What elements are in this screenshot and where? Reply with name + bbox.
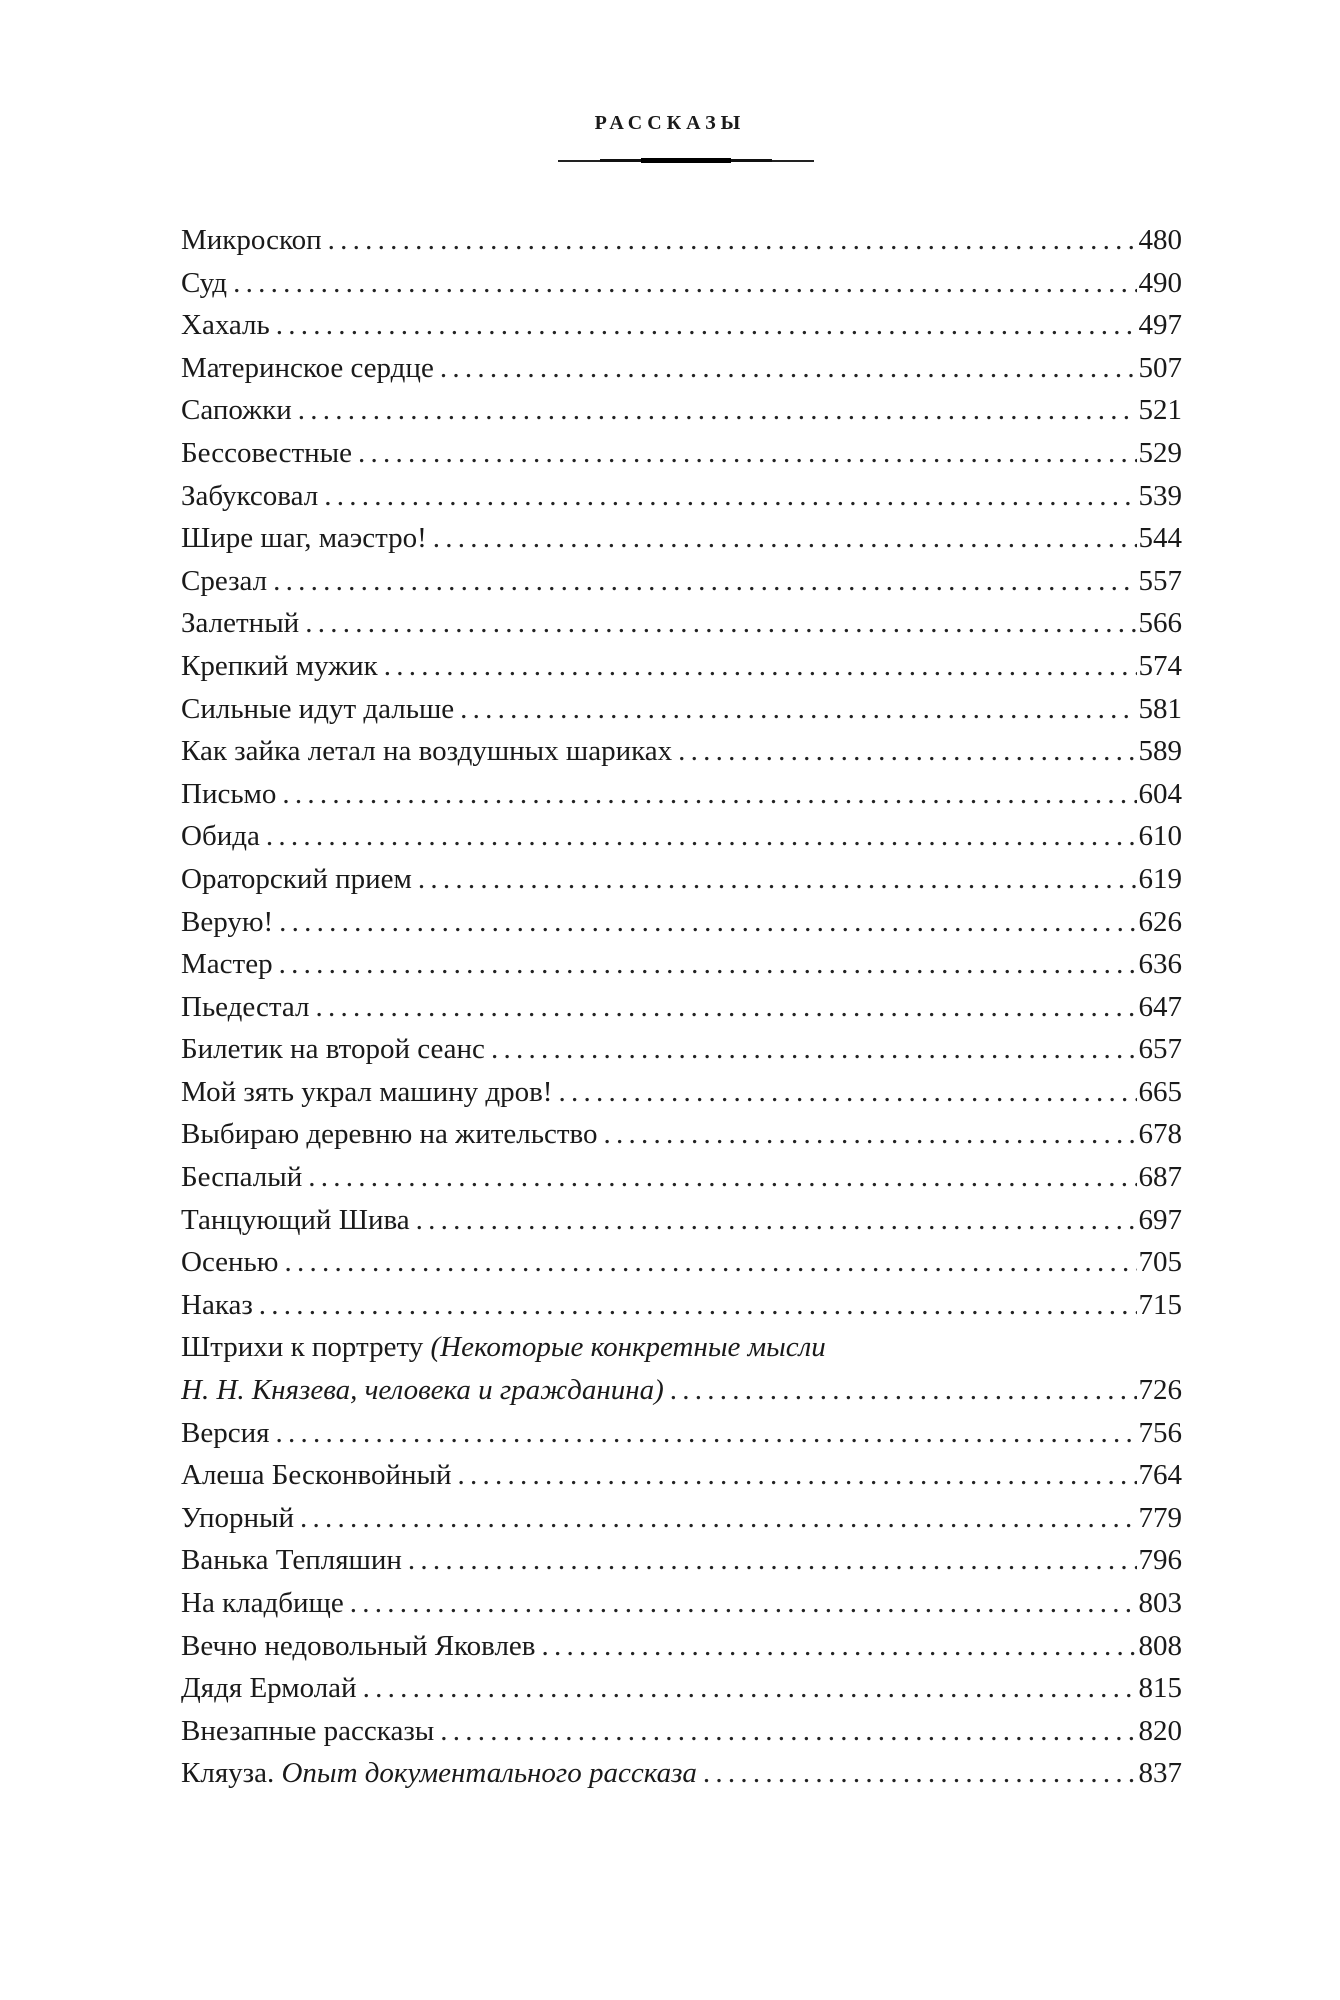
dot-leader <box>384 645 1137 688</box>
table-of-contents <box>181 219 1182 1795</box>
dot-leader <box>324 475 1136 518</box>
toc-entry-title: Шире шаг, маэстро! <box>181 522 427 555</box>
dot-leader <box>433 517 1137 560</box>
toc-entry-page: 507 <box>1138 351 1182 384</box>
dot-leader <box>305 602 1136 645</box>
dot-leader <box>308 1156 1136 1199</box>
toc-entry-page: 539 <box>1138 479 1182 512</box>
toc-entry-page: 604 <box>1138 777 1182 810</box>
toc-entry <box>181 475 1182 518</box>
toc-entry <box>181 1028 1182 1071</box>
toc-entry <box>181 1539 1182 1582</box>
dot-leader <box>259 1284 1137 1327</box>
toc-entry-title: На кладбище <box>181 1587 344 1619</box>
toc-entry-title: Письмо <box>181 777 277 810</box>
toc-entry-title: Бессовестные <box>181 436 353 469</box>
toc-entry-title: Выбираю деревню на жительство <box>181 1118 598 1151</box>
dot-leader <box>350 1582 1137 1625</box>
toc-entry-page: 544 <box>1138 522 1182 555</box>
toc-entry-title: Обида <box>181 820 260 853</box>
toc-entry-title: Микроскоп <box>181 224 322 256</box>
toc-entry-title: Сапожки <box>181 394 292 427</box>
toc-entry-page: 687 <box>1138 1161 1182 1194</box>
dot-leader <box>328 219 1137 262</box>
toc-entry <box>181 347 1182 390</box>
toc-entry <box>181 1156 1182 1199</box>
dot-leader <box>408 1539 1137 1582</box>
dot-leader <box>316 986 1137 1029</box>
toc-entry <box>181 773 1182 816</box>
dot-leader <box>233 262 1136 305</box>
dot-leader <box>276 304 1137 347</box>
toc-entry-title: Вечно недовольный Яковлев <box>181 1629 536 1662</box>
toc-entry <box>181 389 1182 432</box>
toc-entry-page: 764 <box>1138 1459 1182 1492</box>
toc-entry <box>181 943 1182 986</box>
toc-entry-page: 726 <box>1138 1374 1182 1407</box>
dot-leader <box>440 347 1137 390</box>
toc-entry-page: 678 <box>1138 1118 1182 1151</box>
toc-entry-subtitle: Опыт документального рассказа <box>281 1757 697 1790</box>
toc-entry-title: Хахаль <box>181 309 270 342</box>
toc-entry-title: Залетный <box>181 607 300 640</box>
toc-entry <box>181 1667 1182 1710</box>
toc-entry-title: Крепкий мужик <box>181 649 378 682</box>
toc-entry-page: 647 <box>1138 990 1182 1023</box>
dot-leader <box>284 1241 1136 1284</box>
toc-entry-page: 626 <box>1138 905 1182 938</box>
toc-entry <box>181 304 1182 347</box>
toc-entry-page: 815 <box>1138 1672 1182 1705</box>
toc-entry-page: 636 <box>1138 948 1182 981</box>
toc-entry-title: Дядя Ермолай <box>181 1672 357 1705</box>
toc-entry <box>181 1497 1182 1540</box>
dot-leader <box>558 1071 1136 1114</box>
toc-entry <box>181 1454 1182 1497</box>
toc-entry-page: 657 <box>1138 1033 1182 1066</box>
toc-entry-subtitle: (Некоторые конкретные мысли <box>430 1331 826 1364</box>
toc-entry-page: 574 <box>1138 649 1182 682</box>
toc-entry <box>181 815 1182 858</box>
toc-entry <box>181 1241 1182 1284</box>
toc-entry <box>181 688 1182 731</box>
toc-entry-title: Внезапные рассказы <box>181 1714 435 1747</box>
toc-entry-page: 796 <box>1138 1544 1182 1577</box>
toc-entry <box>181 986 1182 1029</box>
dot-leader <box>273 560 1136 603</box>
toc-entry <box>181 602 1182 645</box>
dot-leader <box>358 432 1136 475</box>
dot-leader <box>275 1412 1136 1455</box>
toc-entry-title: Суд <box>181 266 228 299</box>
toc-entry-title: Мой зять украл машину дров! <box>181 1075 553 1108</box>
toc-entry-multiline-line2 <box>181 1369 1182 1412</box>
toc-entry-title: Материнское сердце <box>181 351 434 384</box>
toc-entry <box>181 1412 1182 1455</box>
toc-entry-title: Верую! <box>181 905 274 938</box>
toc-entry <box>181 517 1182 560</box>
toc-entry <box>181 1284 1182 1327</box>
toc-entry-page: 610 <box>1138 820 1182 853</box>
toc-entry-title: Осенью <box>181 1246 279 1279</box>
dot-leader <box>440 1710 1136 1753</box>
toc-entry-last <box>181 1752 1182 1795</box>
toc-entry-page: 480 <box>1138 224 1182 256</box>
toc-entry <box>181 1199 1182 1242</box>
toc-entry-title: Билетик на второй сеанс <box>181 1033 485 1066</box>
toc-entry <box>181 219 1182 262</box>
toc-entry-title: Забуксовал <box>181 479 319 512</box>
toc-entry-page: 803 <box>1138 1587 1182 1619</box>
toc-entry <box>181 432 1182 475</box>
dot-leader <box>266 815 1137 858</box>
toc-entry-title: Мастер <box>181 948 273 981</box>
toc-entry <box>181 1113 1182 1156</box>
toc-entry-title: Пьедестал <box>181 990 310 1023</box>
dot-leader <box>491 1028 1137 1071</box>
dot-leader <box>458 1454 1137 1497</box>
toc-entry-title: Ванька Тепляшин <box>181 1544 402 1577</box>
dot-leader <box>604 1113 1137 1156</box>
toc-entry-page: 619 <box>1138 862 1182 895</box>
toc-entry-page: 497 <box>1138 309 1182 342</box>
toc-entry-page: 589 <box>1138 735 1182 768</box>
toc-entry-page: 808 <box>1138 1629 1182 1662</box>
toc-entry-page: 529 <box>1138 436 1182 469</box>
toc-entry-title: Кляуза. <box>181 1757 275 1790</box>
dot-leader <box>703 1752 1137 1795</box>
toc-entry-title: Как зайка летал на воздушных шариках <box>181 735 673 768</box>
dot-leader <box>416 1199 1137 1242</box>
dot-leader <box>279 943 1137 986</box>
toc-entry-page: 566 <box>1138 607 1182 640</box>
toc-entry <box>181 730 1182 773</box>
toc-entry-title: Версия <box>181 1416 270 1449</box>
toc-entry-title: Наказ <box>181 1288 253 1321</box>
toc-entry-page: 521 <box>1138 394 1182 427</box>
toc-entry <box>181 1625 1182 1668</box>
toc-entry-page: 581 <box>1138 692 1182 725</box>
toc-entry <box>181 901 1182 944</box>
toc-entry-subtitle: Н. Н. Князева, человека и гражданина) <box>181 1374 664 1407</box>
toc-entry-title: Танцующий Шива <box>181 1203 410 1236</box>
dot-leader <box>418 858 1137 901</box>
toc-entry <box>181 858 1182 901</box>
dot-leader <box>298 389 1137 432</box>
toc-entry-page: 756 <box>1138 1416 1182 1449</box>
toc-entry-page: 820 <box>1138 1714 1182 1747</box>
toc-entry-title: Упорный <box>181 1501 295 1534</box>
dot-leader <box>542 1625 1137 1668</box>
toc-entry <box>181 262 1182 305</box>
dot-leader <box>460 688 1136 731</box>
toc-entry <box>181 1582 1182 1625</box>
heading-divider-core <box>641 158 731 163</box>
toc-entry <box>181 1710 1182 1753</box>
toc-entry-page: 715 <box>1138 1288 1182 1321</box>
toc-entry-title: Ораторский прием <box>181 862 412 895</box>
toc-entry-title: Алеша Бесконвойный <box>181 1459 452 1492</box>
toc-entry-page: 697 <box>1138 1203 1182 1236</box>
toc-entry-title: Срезал <box>181 564 268 597</box>
section-heading: РАССКАЗЫ <box>594 112 746 134</box>
dot-leader <box>670 1369 1137 1412</box>
toc-entry-title: Штрихи к портрету <box>181 1331 424 1364</box>
toc-entry-page: 665 <box>1138 1075 1182 1108</box>
toc-entry <box>181 1071 1182 1114</box>
dot-leader <box>279 901 1136 944</box>
toc-entry-page: 779 <box>1138 1501 1182 1534</box>
toc-entry-page: 705 <box>1138 1246 1182 1279</box>
toc-entry <box>181 645 1182 688</box>
dot-leader <box>300 1497 1136 1540</box>
toc-entry <box>181 560 1182 603</box>
dot-leader <box>678 730 1136 773</box>
toc-entry-multiline-line1 <box>181 1326 1182 1369</box>
toc-entry-page: 490 <box>1138 266 1182 299</box>
dot-leader <box>363 1667 1137 1710</box>
toc-entry-title: Сильные идут дальше <box>181 692 455 725</box>
toc-entry-page: 557 <box>1138 564 1182 597</box>
toc-entry-title: Беспалый <box>181 1161 303 1194</box>
toc-entry-page: 837 <box>1138 1757 1182 1790</box>
dot-leader <box>282 773 1136 816</box>
